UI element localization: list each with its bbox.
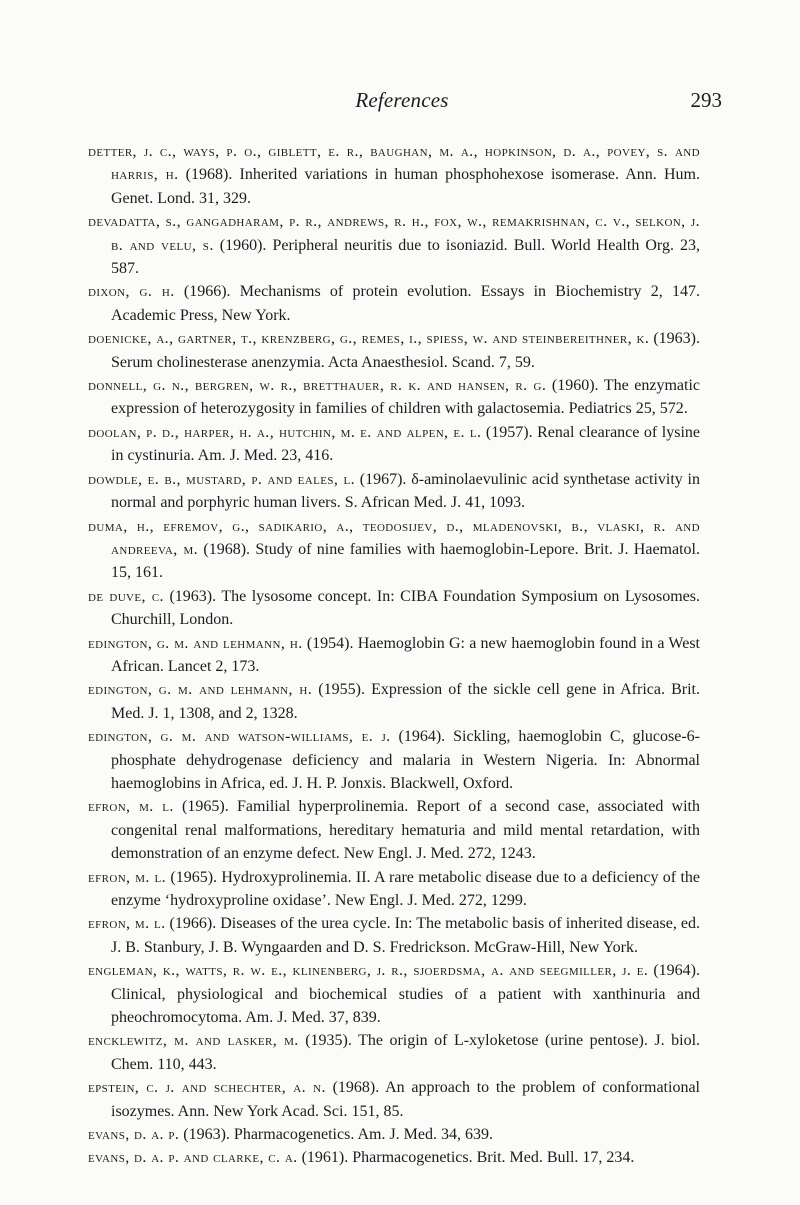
reference-authors: evans, d. a. p. and clarke, c. a.	[88, 1149, 298, 1167]
reference-entry	[88, 327, 700, 374]
reference-details: (1960). Peripheral neuritis due to isoniazid. Bull. World Health Org. 23, 587.	[111, 236, 700, 278]
reference-authors: efron, m. l.	[88, 915, 166, 933]
reference-details: (1965). Familial hyperprolinemia. Report of a second case, associated with congenital renal malformations, hereditary hematuria and mild mental retardation, with demonstration of an enzyme defect. New Engl. J. Med. 272, 1243.	[111, 798, 700, 863]
reference-entry	[88, 515, 700, 585]
reference-authors: epstein, c. j. and schechter, a. n.	[88, 1079, 326, 1097]
reference-entry	[88, 1146, 700, 1169]
reference-entry	[88, 1123, 700, 1146]
reference-details: (1967). δ-aminolaevulinic acid synthetase activity in normal and porphyric human livers. S. African Med. J. 41, 1093.	[111, 470, 700, 512]
reference-entry	[88, 866, 700, 913]
reference-details: (1968). An approach to the problem of conformational isozymes. Ann. New York Acad. Sci. 151, 85.	[111, 1079, 700, 1120]
reference-entry	[88, 795, 700, 865]
reference-entry	[88, 912, 700, 959]
reference-authors: efron, m. l.	[88, 798, 174, 816]
reference-authors: encklewitz, m. and lasker, m.	[88, 1032, 299, 1050]
reference-entry	[88, 468, 700, 515]
reference-details: (1966). Diseases of the urea cycle. In: The metabolic basis of inherited disease, ed. J. B. Stanbury, J. B. Wyngaarden and D. S. Fredrickson. McGraw-Hill, New York.	[111, 915, 700, 956]
reference-entry	[88, 280, 700, 327]
reference-entry	[88, 421, 700, 468]
reference-authors: doolan, p. d., harper, h. a., hutchin, m. e. and alpen, e. l.	[88, 423, 482, 441]
reference-entry	[88, 374, 700, 421]
reference-details: (1968). Inherited variations in human phosphohexose isomerase. Ann. Hum. Genet. Lond. 31, 329.	[111, 166, 700, 207]
running-head	[82, 88, 722, 118]
reference-details: (1960). The enzymatic expression of heterozygosity in families of children with galactosemia. Pediatrics 25, 572.	[111, 377, 701, 418]
reference-details: (1964). Clinical, physiological and biochemical studies of a patient with xanthinuria and pheochromocytoma. Am. J. Med. 37, 839.	[111, 962, 701, 1027]
reference-authors: duma, h., efremov, g., sadikario, a., teodosijev, d., mladenovski, b., vlaski, r. and andreeva, m.	[88, 517, 700, 558]
reference-authors: efron, m. l.	[88, 868, 167, 886]
reference-details: (1954). Haemoglobin G: a new haemoglobin found in a West African. Lancet 2, 173.	[111, 634, 700, 675]
reference-entry	[88, 585, 700, 632]
reference-details: (1964). Sickling, haemoglobin C, glucose-6-phosphate dehydrogenase deficiency and malaria in Western Nigeria. In: Abnormal haemoglobins in Africa, ed. J. H. P. Jonxis. Blackwell, Oxford.	[111, 728, 700, 792]
reference-details: (1955). Expression of the sickle cell gene in Africa. Brit. Med. J. 1, 1308, and 2, 1328.	[111, 681, 700, 722]
reference-details: (1957). Renal clearance of lysine in cystinuria. Am. J. Med. 23, 416.	[111, 423, 700, 465]
reference-details: (1965). Hydroxyprolinemia. II. A rare metabolic disease due to a deficiency of the enzyme ‘hydroxyproline oxidase’. New Engl. J. Med. 272, 1299.	[111, 868, 701, 909]
reference-authors: edington, g. m. and lehmann, h.	[88, 634, 303, 652]
reference-details: (1935). The origin of L-xyloketose (urine pentose). J. biol. Chem. 110, 443.	[111, 1032, 701, 1073]
reference-authors: dixon, g. h.	[88, 283, 175, 301]
reference-details: (1963). Serum cholinesterase anenzymia. Acta Anaesthesiol. Scand. 7, 59.	[111, 330, 701, 371]
reference-details: (1963). Pharmacogenetics. Am. J. Med. 34, 639.	[179, 1126, 493, 1144]
reference-entry	[88, 632, 700, 679]
reference-authors: doenicke, a., gartner, t., krenzberg, g., remes, i., spiess, w. and steinbereithner, k.	[88, 330, 650, 348]
reference-details: (1961). Pharmacogenetics. Brit. Med. Bull. 17, 234.	[297, 1149, 635, 1167]
reference-entry	[88, 959, 700, 1029]
reference-authors: edington, g. m. and watson-williams, e. j.	[88, 728, 391, 746]
reference-authors: donnell, g. n., bergren, w. r., bretthauer, r. k. and hansen, r. g.	[88, 377, 547, 395]
reference-details: (1966). Mechanisms of protein evolution. Essays in Biochemistry 2, 147. Academic Press, New York.	[111, 283, 700, 324]
reference-list	[88, 140, 700, 1170]
reference-authors: engleman, k., watts, r. w. e., klinenberg, j. r., sjoerdsma, a. and seegmiller, j. e.	[88, 962, 649, 980]
page-title: References	[355, 88, 449, 112]
reference-details: (1963). The lysosome concept. In: CIBA Foundation Symposium on Lysosomes. Churchill, London.	[111, 587, 701, 629]
reference-entry	[88, 210, 700, 280]
page-number: 293	[690, 88, 722, 112]
reference-entry	[88, 140, 700, 210]
reference-details: (1968). Study of nine families with haemoglobin-Lepore. Brit. J. Haematol. 15, 161.	[111, 540, 700, 582]
reference-authors: detter, j. c., ways, p. o., giblett, e. r., baughan, m. a., hopkinson, d. a., povey, s. and harris, h.	[88, 143, 700, 184]
reference-authors: evans, d. a. p.	[88, 1126, 180, 1144]
reference-entry	[88, 1076, 700, 1123]
reference-authors: edington, g. m. and lehmann, h.	[88, 681, 313, 699]
reference-authors: de duve, c.	[88, 587, 164, 605]
reference-entry	[88, 725, 700, 795]
reference-entry	[88, 1029, 700, 1076]
reference-authors: dowdle, e. b., mustard, p. and eales, l.	[88, 470, 355, 488]
reference-authors: devadatta, s., gangadharam, p. r., andrews, r. h., fox, w., remakrishnan, c. v., selkon, j. b. and velu, s.	[88, 213, 700, 254]
reference-entry	[88, 678, 700, 725]
